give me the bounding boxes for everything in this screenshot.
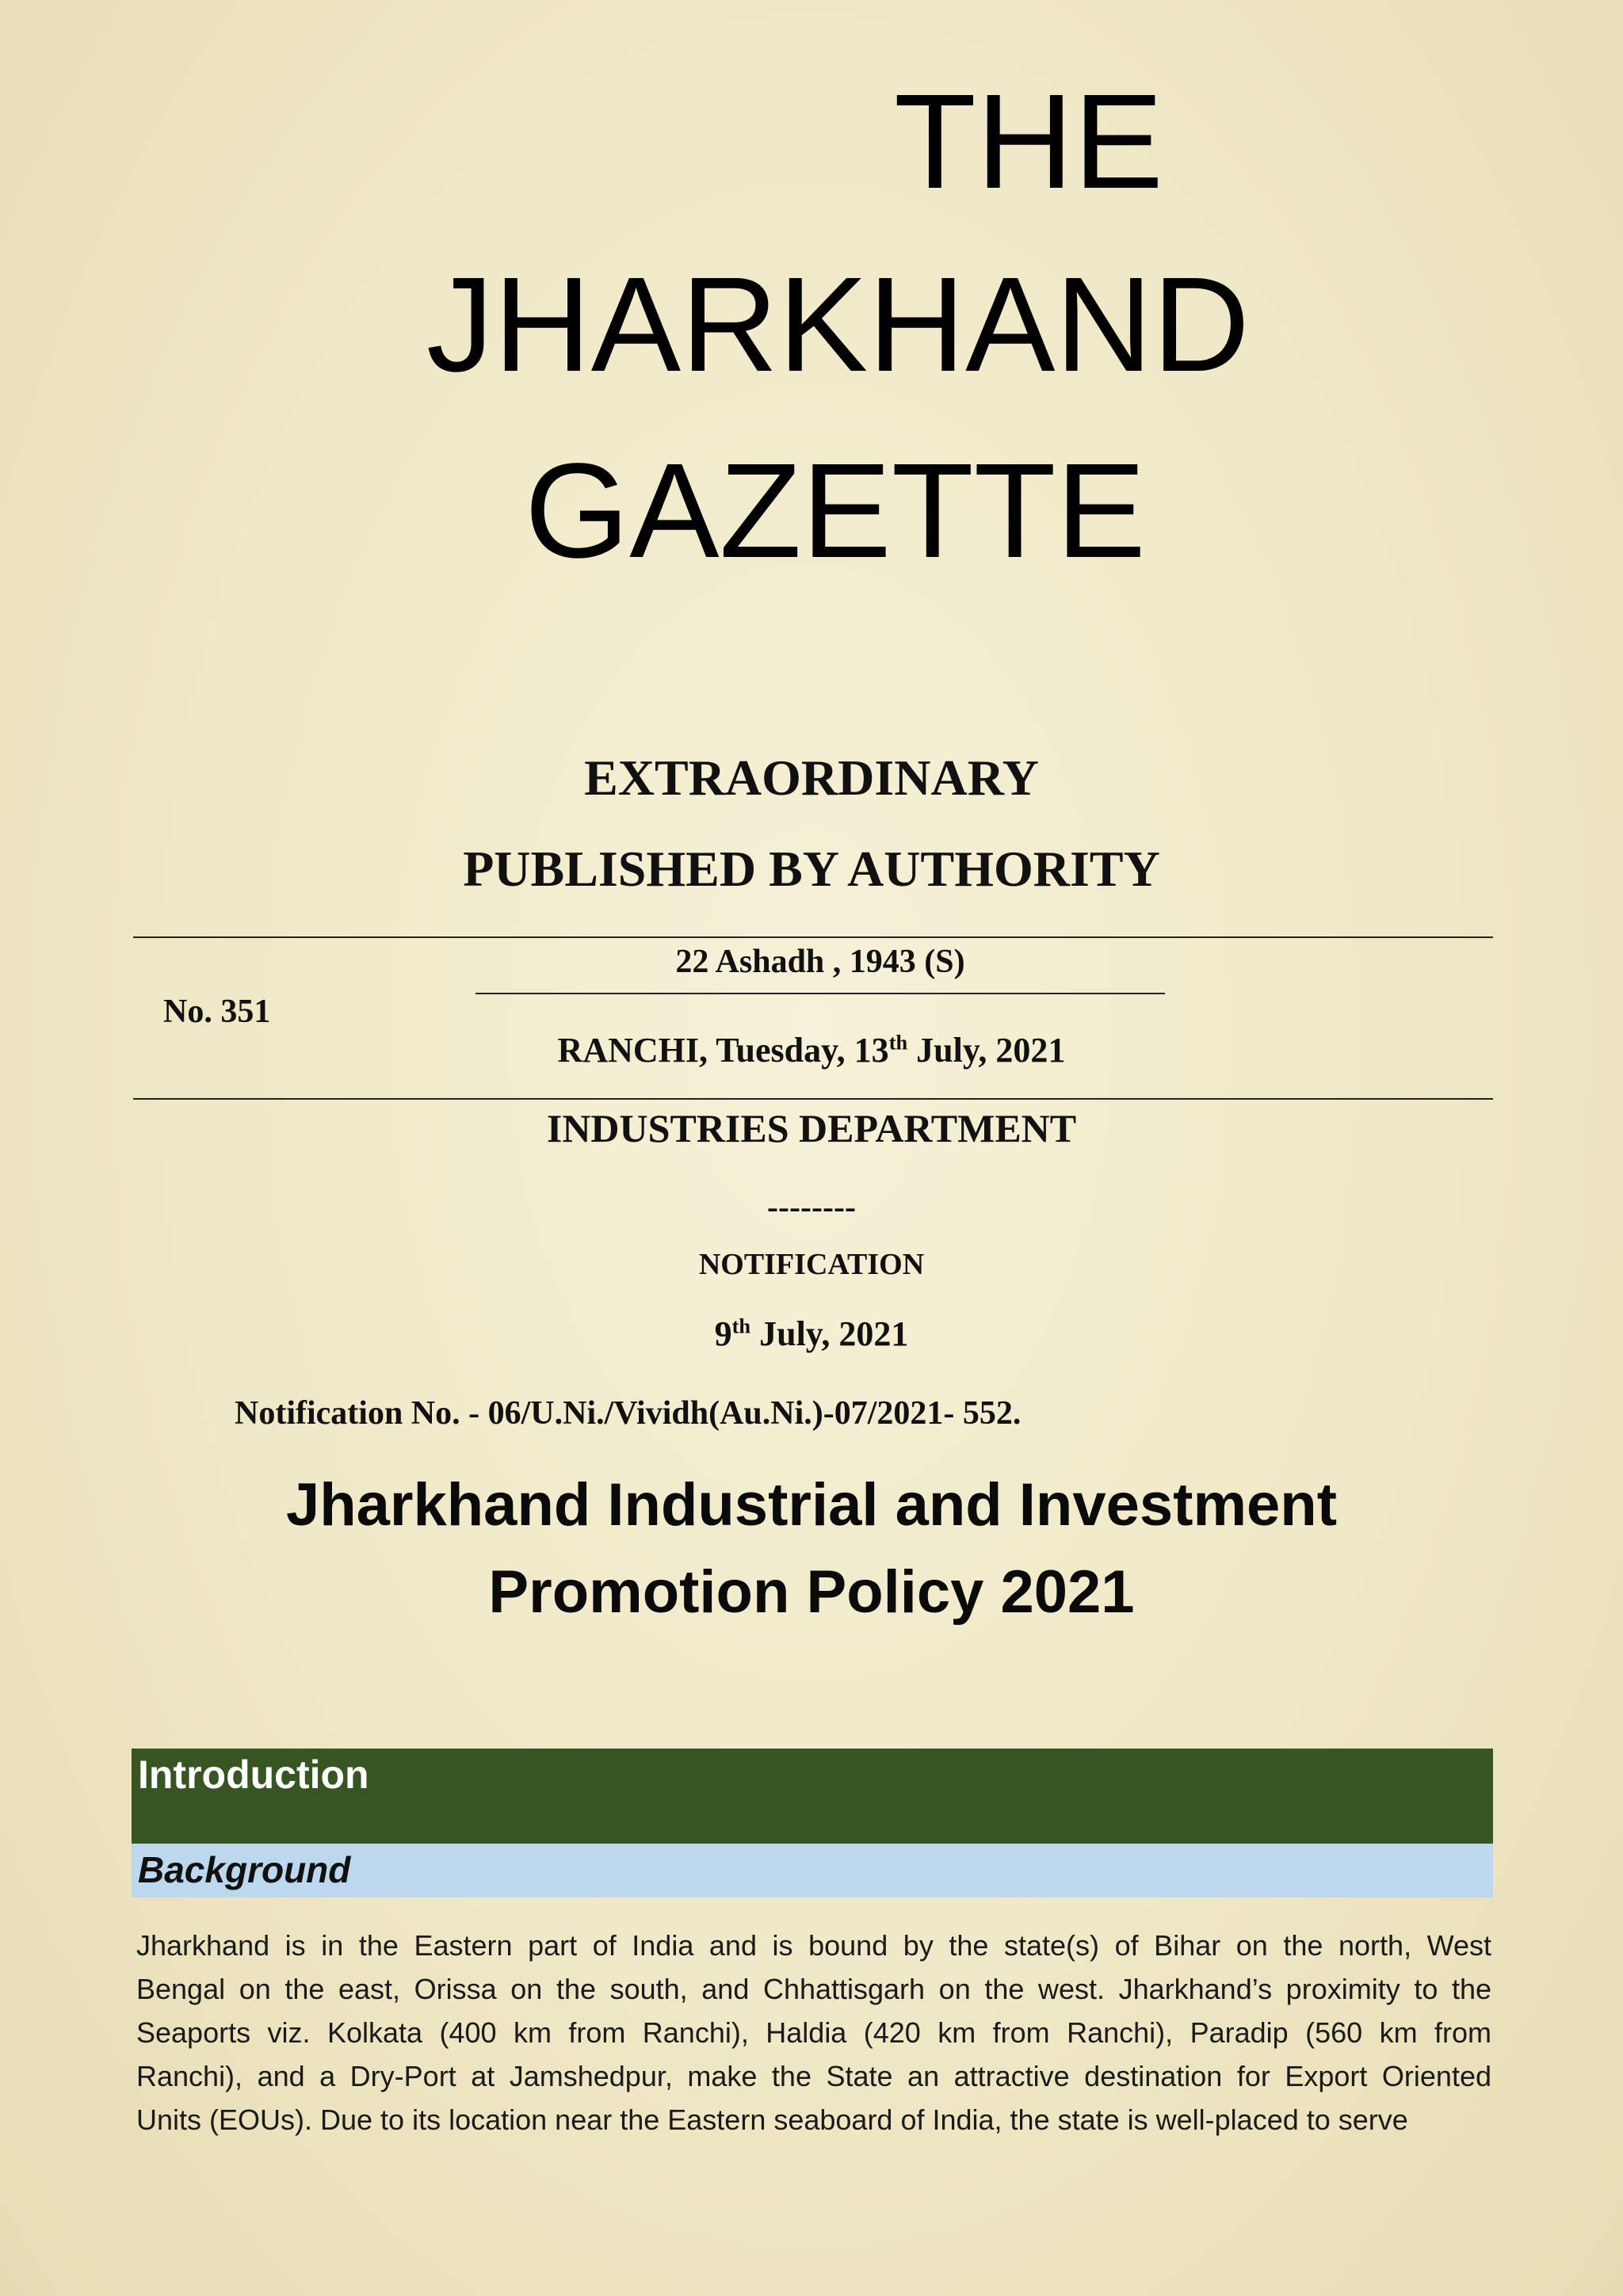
notification-label: NOTIFICATION bbox=[698, 1248, 925, 1281]
notification-date-day: 9 bbox=[714, 1314, 732, 1353]
published-by-authority: PUBLISHED BY AUTHORITY bbox=[463, 841, 1160, 897]
publication-date-ordinal: th bbox=[888, 1030, 908, 1055]
background-subheading: Background bbox=[138, 1849, 351, 1890]
policy-title-line-1: Jharkhand Industrial and Investment bbox=[285, 1471, 1338, 1539]
publication-date-suffix: July, 2021 bbox=[907, 1031, 1066, 1070]
notification-number: Notification No. - 06/U.Ni./Vividh(Au.Ni.)-07/2021- 552. bbox=[235, 1395, 1022, 1432]
masthead-gazette: GAZETTE bbox=[525, 436, 1146, 586]
issue-number: No. 351 bbox=[163, 994, 271, 1030]
notification-date bbox=[0, 1314, 1623, 1354]
introduction-heading: Introduction bbox=[138, 1753, 369, 1797]
extraordinary-heading: EXTRAORDINARY bbox=[584, 749, 1039, 806]
department-name: INDUSTRIES DEPARTMENT bbox=[546, 1106, 1077, 1150]
masthead-the: THE bbox=[894, 67, 1163, 217]
notification-date-ordinal: th bbox=[731, 1314, 751, 1338]
masthead-jharkhand: JHARKHAND bbox=[426, 250, 1251, 400]
paragraph-line: Seaports viz. Kolkata (400 km from Ranchi), Haldia (420 km from Ranchi), Paradip (560 km from bbox=[136, 2016, 1491, 2049]
paragraph-line: Jharkhand is in the Eastern part of India and is bound by the state(s) of Bihar on the north, West bbox=[136, 1929, 1491, 1962]
separator-dashes: -------- bbox=[767, 1189, 856, 1226]
saka-date: 22 Ashadh , 1943 (S) bbox=[675, 944, 965, 980]
background-subsection-bar bbox=[132, 1844, 1493, 1897]
introduction-section-bar bbox=[132, 1749, 1493, 1844]
paragraph-line: Bengal on the east, Orissa on the south, and Chhattisgarh on the west. Jharkhand’s proximity to the bbox=[136, 1973, 1491, 2005]
notification-date-rest: July, 2021 bbox=[750, 1314, 909, 1353]
policy-title-line-2: Promotion Policy 2021 bbox=[488, 1558, 1135, 1626]
header-rule-top bbox=[133, 936, 1493, 938]
header-rule-bottom bbox=[133, 1098, 1493, 1100]
paragraph-line: Units (EOUs). Due to its location near the Eastern seaboard of India, the state is well-placed to serve bbox=[136, 2103, 1408, 2136]
publication-date bbox=[0, 1030, 1623, 1070]
header-rule-middle bbox=[475, 993, 1165, 994]
background-paragraph bbox=[136, 1924, 1491, 2142]
paragraph-line: Ranchi), and a Dry-Port at Jamshedpur, make the State an attractive destination for Export Oriented bbox=[136, 2060, 1491, 2092]
publication-date-prefix: RANCHI, Tuesday, 13 bbox=[557, 1031, 889, 1070]
